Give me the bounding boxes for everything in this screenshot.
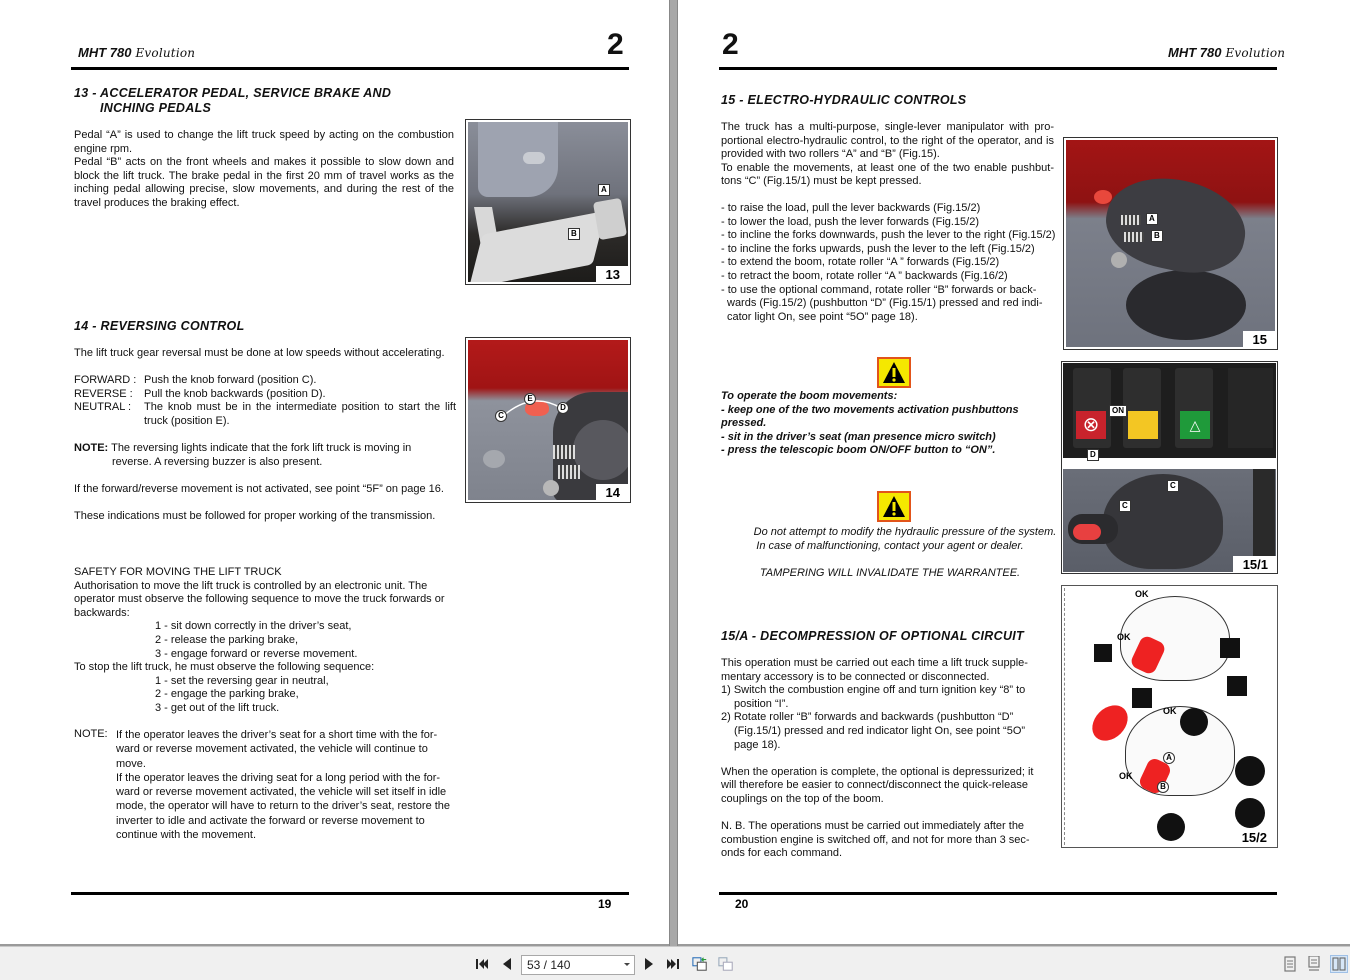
- figure-15-1-number: 15/1: [1233, 556, 1276, 572]
- footer-rule: [719, 892, 1277, 895]
- page-number: 19: [598, 897, 612, 911]
- section-13-title: 13 - ACCELERATOR PEDAL, SERVICE BRAKE AND INCHING PEDALS: [74, 86, 392, 115]
- figure-15-number: 15: [1243, 331, 1275, 347]
- callout-b: B: [568, 228, 580, 240]
- first-page-icon: [475, 957, 489, 971]
- callout-a: A: [1163, 752, 1175, 764]
- callout-ok: OK: [1119, 771, 1133, 781]
- chapter-number: 2: [722, 28, 739, 61]
- callout-on: ON: [1109, 405, 1127, 417]
- callout-c: C: [1167, 480, 1179, 492]
- section-15a-body: This operation must be carried out each time a lift truck supple-mentary accessory is to be connected or disconnected. 1) Switch the combustion engine off and turn ignition key “8” to position “I”. 2) Rotate roller “B” forwards and backwards (pushbutton “D” (Fig.15/1) pressed and red indicator light On, see point “5O” page 18). When the operation is complete, the optional is depressurized; it will therefore be easier to connect/disconnect the quick-release couplings on the top of the boom. N. B. The operations must be carried out immediately after the combustion engine is switched off, and not for more than 3 sec-onds for each command.: [721, 657, 1034, 860]
- next-page-button[interactable]: [641, 956, 657, 972]
- two-page-icon: [1332, 957, 1346, 971]
- page-20: [678, 0, 1350, 944]
- figure-15-2: [1061, 585, 1278, 848]
- continuous-page-view-button[interactable]: [1306, 956, 1322, 972]
- header-model: MHT 780 Evolution: [78, 45, 196, 60]
- forward-view-icon: [718, 956, 734, 972]
- previous-page-button[interactable]: [499, 956, 515, 972]
- callout-c: C: [1119, 500, 1131, 512]
- first-page-button[interactable]: [474, 956, 490, 972]
- figure-14-number: 14: [596, 484, 628, 500]
- go-back-view-button[interactable]: [692, 956, 708, 972]
- section-14-body: The lift truck gear reversal must be done at low speeds without accelerating. FORWARD : Push the knob forward (position C). REVERSE : Pull the knob backwards (position D). NEUTRAL : The knob must be in the intermediate position to start the lift truck (position E). NOTE: The reversing lights indicate that the fork lift truck is moving in reverse. A reversing buzzer is also present. If the forward/reverse movement is not activated, see point “5F” on page 16. These indications must be followed for proper working of the transmission.: [74, 347, 456, 523]
- figure-14: [465, 337, 631, 503]
- figure-15-1: ⊗ △ ON D C C 15/1: [1061, 361, 1278, 574]
- next-page-icon: [643, 957, 655, 971]
- callout-a: A: [1146, 213, 1158, 225]
- figure-13: [465, 119, 631, 285]
- callout-ok: OK: [1135, 589, 1149, 599]
- section-15-bullets: - to raise the load, pull the lever backwards (Fig.15/2) - to lower the load, push the lever forwards (Fig.15/2) - to incline the forks downwards, push the lever to the right (Fig.15/2) - to incline the forks upwards, push the lever to the left (Fig.15/2) - to extend the boom, rotate roller “A ” forwards (Fig.15/2) - to retract the boom, rotate roller “A ” backwards (Fig.16/2) - to use the optional command, rotate roller “B” forwards or back-wards (Fig.15/2) (pushbutton “D” (Fig.15/1) pressed and red indi-cator light On, see point “5O” page 18).: [721, 202, 1056, 323]
- continuous-page-icon: [1307, 956, 1321, 972]
- warning-icon: [877, 357, 911, 388]
- callout-ok: OK: [1163, 706, 1177, 716]
- page-number-input[interactable]: 53 / 140: [521, 955, 635, 975]
- header-rule: [71, 67, 629, 70]
- callout-b: B: [1151, 230, 1163, 242]
- two-page-view-button[interactable]: [1330, 955, 1348, 973]
- navigation-toolbar: [0, 946, 1350, 980]
- page-divider: [669, 0, 678, 946]
- boom-operation-warning: To operate the boom movements: - keep one of the two movements activation pushbuttons pressed. - sit in the driver’s seat (man presence micro switch) - press the telescopic boom ON/OFF button to “ON”.: [721, 390, 1019, 457]
- callout-c: C: [495, 410, 507, 422]
- page-19: [0, 0, 669, 944]
- footer-rule: [71, 892, 629, 895]
- single-page-icon: [1283, 956, 1297, 972]
- section-15-intro: The truck has a multi-purpose, single-lever manipulator with pro-portional electro-hydraulic control, to the right of the operator, and is provided with two rollers “A” and “B” (Fig.15). To enable the movements, at least one of the two enable pushbut-tons “C” (Fig.15/1) must be kept pressed.: [721, 121, 1054, 188]
- section-14-title: 14 - REVERSING CONTROL: [74, 319, 245, 333]
- single-page-view-button[interactable]: [1282, 956, 1298, 972]
- chevron-down-icon[interactable]: [624, 963, 630, 966]
- hydraulic-pressure-warning: Do not attempt to modify the hydraulic pressure of the system. In case of malfunctioning, contact your agent or dealer. TAMPERING WILL INVALIDATE THE WARRANTEE.: [753, 526, 1057, 579]
- warning-icon: [877, 491, 911, 522]
- decompression-button-icon: ⊗: [1076, 411, 1106, 439]
- callout-b: B: [1157, 781, 1169, 793]
- go-forward-view-button[interactable]: [718, 956, 734, 972]
- safety-note: NOTE: If the operator leaves the driver’s seat for a short time with the for-ward or reverse movement activated, the vehicle will continue to move. If the operator leaves the driving seat for a long period with the for-ward or reverse movement activated, the vehicle will set itself in idle mode, the operator will have to return to the driver’s seat, restore the inverter to idle and activate the forward or reverse movement to continue with the movement.: [74, 728, 451, 842]
- callout-ok: OK: [1117, 632, 1131, 642]
- section-13-body: Pedal “A” is used to change the lift truck speed by acting on the combustion engine rpm. Pedal “B” acts on the front wheels and makes it possible to slow down and block the lift truck. The brake pedal in the first 20 mm of travel works as the inching pedal allowing precise, slow movements, and during the rest of the travel produces the braking effect.: [74, 129, 454, 209]
- back-view-icon: [692, 956, 708, 972]
- safety-section: SAFETY FOR MOVING THE LIFT TRUCK Authorisation to move the lift truck is controlled by an electronic unit. The operator must observe the following sequence to move the truck forwards or backwards: 1 - sit down correctly in the driver’s seat, 2 - release the parking brake, 3 - engage forward or reverse movement. To stop the lift truck, he must observe the following sequence: 1 - set the reversing gear in neutral, 2 - engage the parking brake, 3 - get out of the lift truck.: [74, 566, 445, 714]
- page-number: 20: [735, 897, 749, 911]
- chapter-number: 2: [607, 28, 624, 61]
- callout-a: A: [598, 184, 610, 196]
- figure-15-2-number: 15/2: [1241, 830, 1267, 845]
- figure-13-number: 13: [596, 266, 628, 282]
- previous-page-icon: [501, 957, 513, 971]
- figure-15: [1063, 137, 1278, 350]
- header-model: MHT 780 Evolution: [1168, 45, 1286, 60]
- callout-d: D: [1087, 449, 1099, 461]
- callout-d: D: [557, 402, 569, 414]
- last-page-button[interactable]: [665, 956, 681, 972]
- section-15-title: 15 - ELECTRO-HYDRAULIC CONTROLS: [721, 93, 967, 107]
- section-15a-title: 15/A - DECOMPRESSION OF OPTIONAL CIRCUIT: [721, 629, 1024, 643]
- last-page-icon: [666, 957, 680, 971]
- header-rule: [719, 67, 1277, 70]
- callout-e: E: [524, 393, 536, 405]
